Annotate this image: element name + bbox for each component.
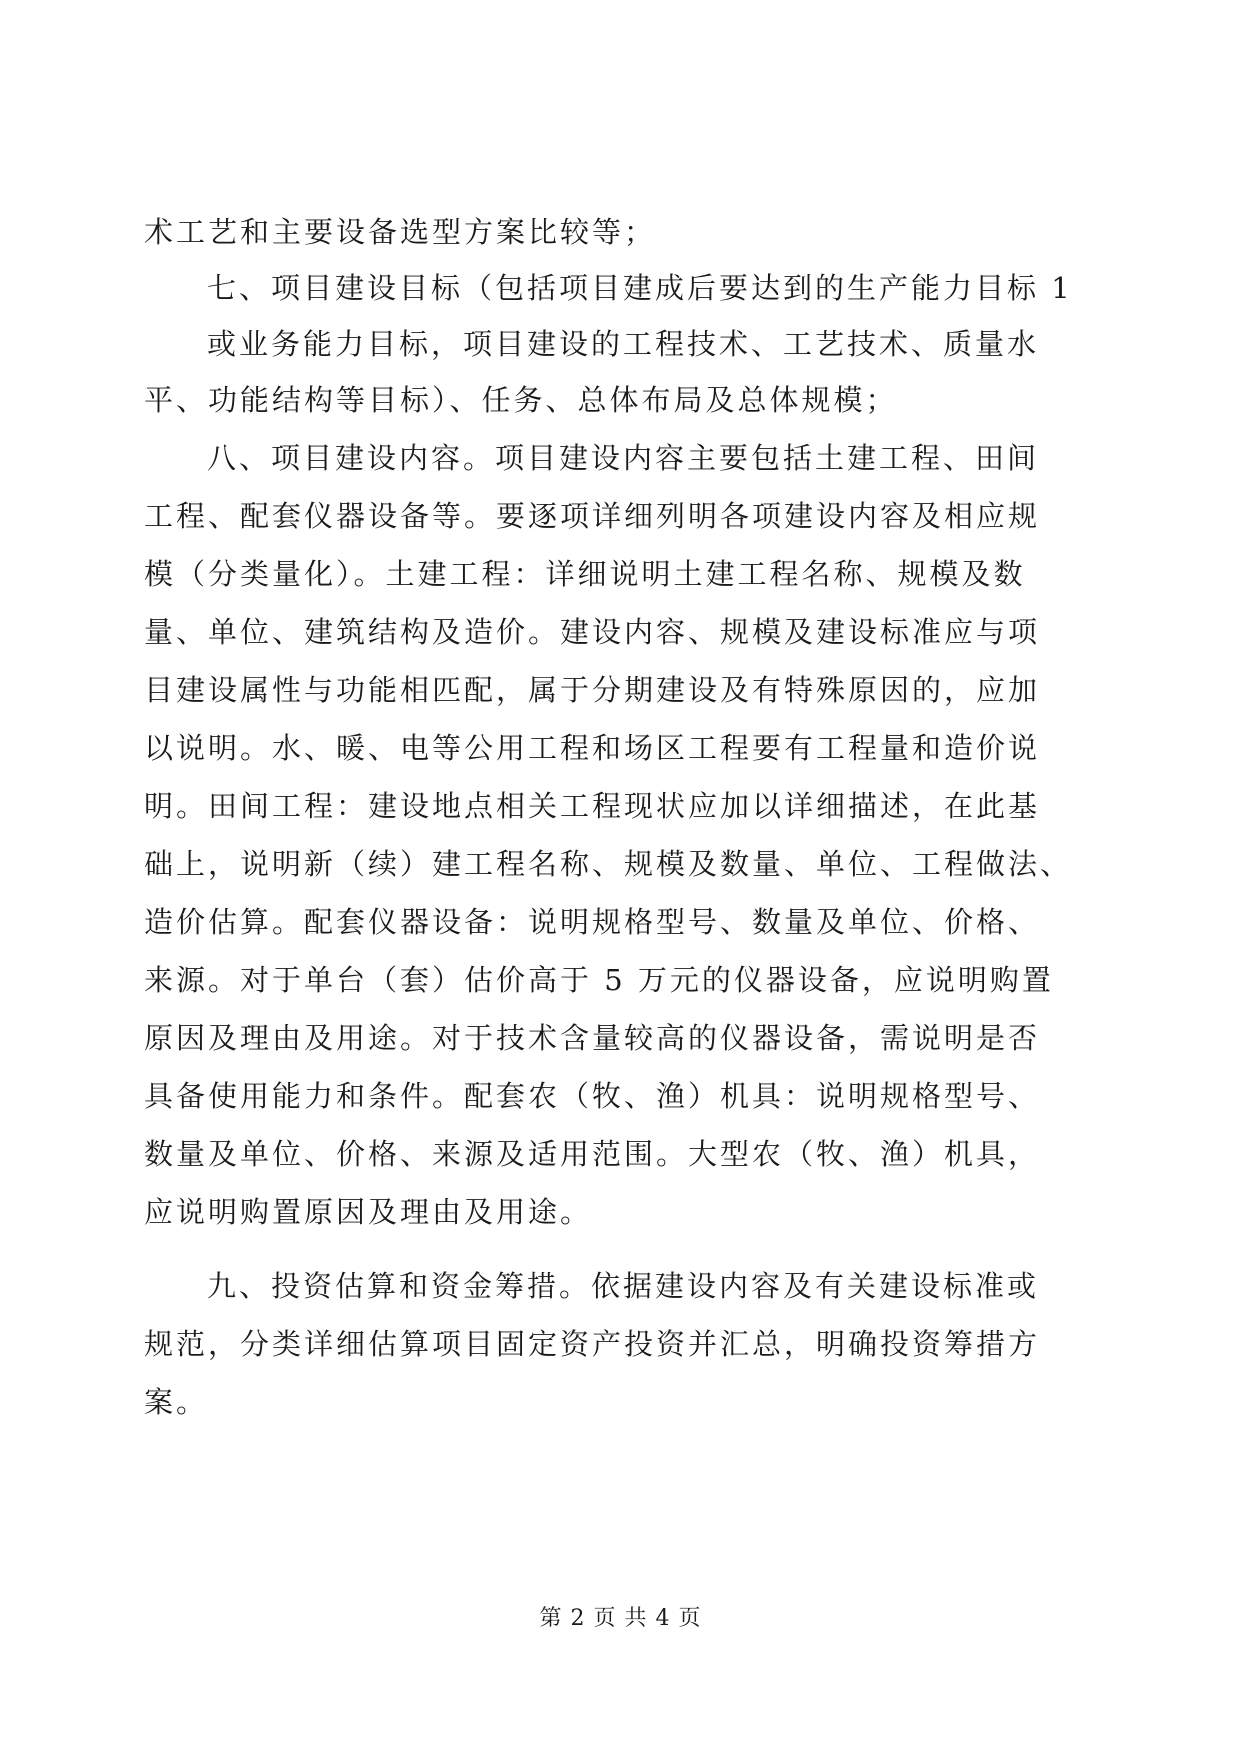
text-line: 具备使用能力和条件。配套农（牧、渔）机具：说明规格型号、 bbox=[144, 1079, 1041, 1113]
text-line: 九、投资估算和资金筹措。依据建设内容及有关建设标准或 bbox=[207, 1269, 1040, 1303]
text-line: 目建设属性与功能相匹配，属于分期建设及有特殊原因的，应加 bbox=[144, 673, 1041, 707]
text-line: 平、功能结构等目标）、任务、总体布局及总体规模； bbox=[144, 383, 898, 417]
text-line: 术工艺和主要设备选型方案比较等； bbox=[144, 215, 657, 249]
text-line: 础上，说明新（续）建工程名称、规模及数量、单位、工程做法、 bbox=[144, 847, 1073, 881]
text-line: 应说明购置原因及理由及用途。 bbox=[144, 1195, 593, 1229]
text-line: 造价估算。配套仪器设备：说明规格型号、数量及单位、价格、 bbox=[144, 905, 1041, 939]
text-line: 原因及理由及用途。对于技术含量较高的仪器设备，需说明是否 bbox=[144, 1021, 1041, 1055]
text-line: 明。田间工程：建设地点相关工程现状应加以详细描述，在此基 bbox=[144, 789, 1041, 823]
text-line: 或业务能力目标，项目建设的工程技术、工艺技术、质量水 bbox=[207, 327, 1040, 361]
page-footer: 第 2 页 共 4 页 bbox=[539, 1606, 702, 1631]
text-line: 工程、配套仪器设备等。要逐项详细列明各项建设内容及相应规 bbox=[144, 499, 1041, 533]
text-line: 七、项目建设目标（包括项目建成后要达到的生产能力目标 1 bbox=[207, 271, 1073, 305]
text-line: 规范，分类详细估算项目固定资产投资并汇总，明确投资筹措方 bbox=[144, 1327, 1041, 1361]
text-line: 量、单位、建筑结构及造价。建设内容、规模及建设标准应与项 bbox=[144, 615, 1041, 649]
text-line: 数量及单位、价格、来源及适用范围。大型农（牧、渔）机具， bbox=[144, 1137, 1041, 1171]
text-line: 来源。对于单台（套）估价高于 5 万元的仪器设备，应说明购置 bbox=[144, 963, 1054, 997]
text-line: 模（分类量化）。土建工程：详细说明土建工程名称、规模及数 bbox=[144, 557, 1026, 591]
text-line: 案。 bbox=[144, 1385, 209, 1419]
text-line: 以说明。水、暖、电等公用工程和场区工程要有工程量和造价说 bbox=[144, 731, 1041, 765]
text-line: 八、项目建设内容。项目建设内容主要包括土建工程、田间 bbox=[207, 441, 1040, 475]
